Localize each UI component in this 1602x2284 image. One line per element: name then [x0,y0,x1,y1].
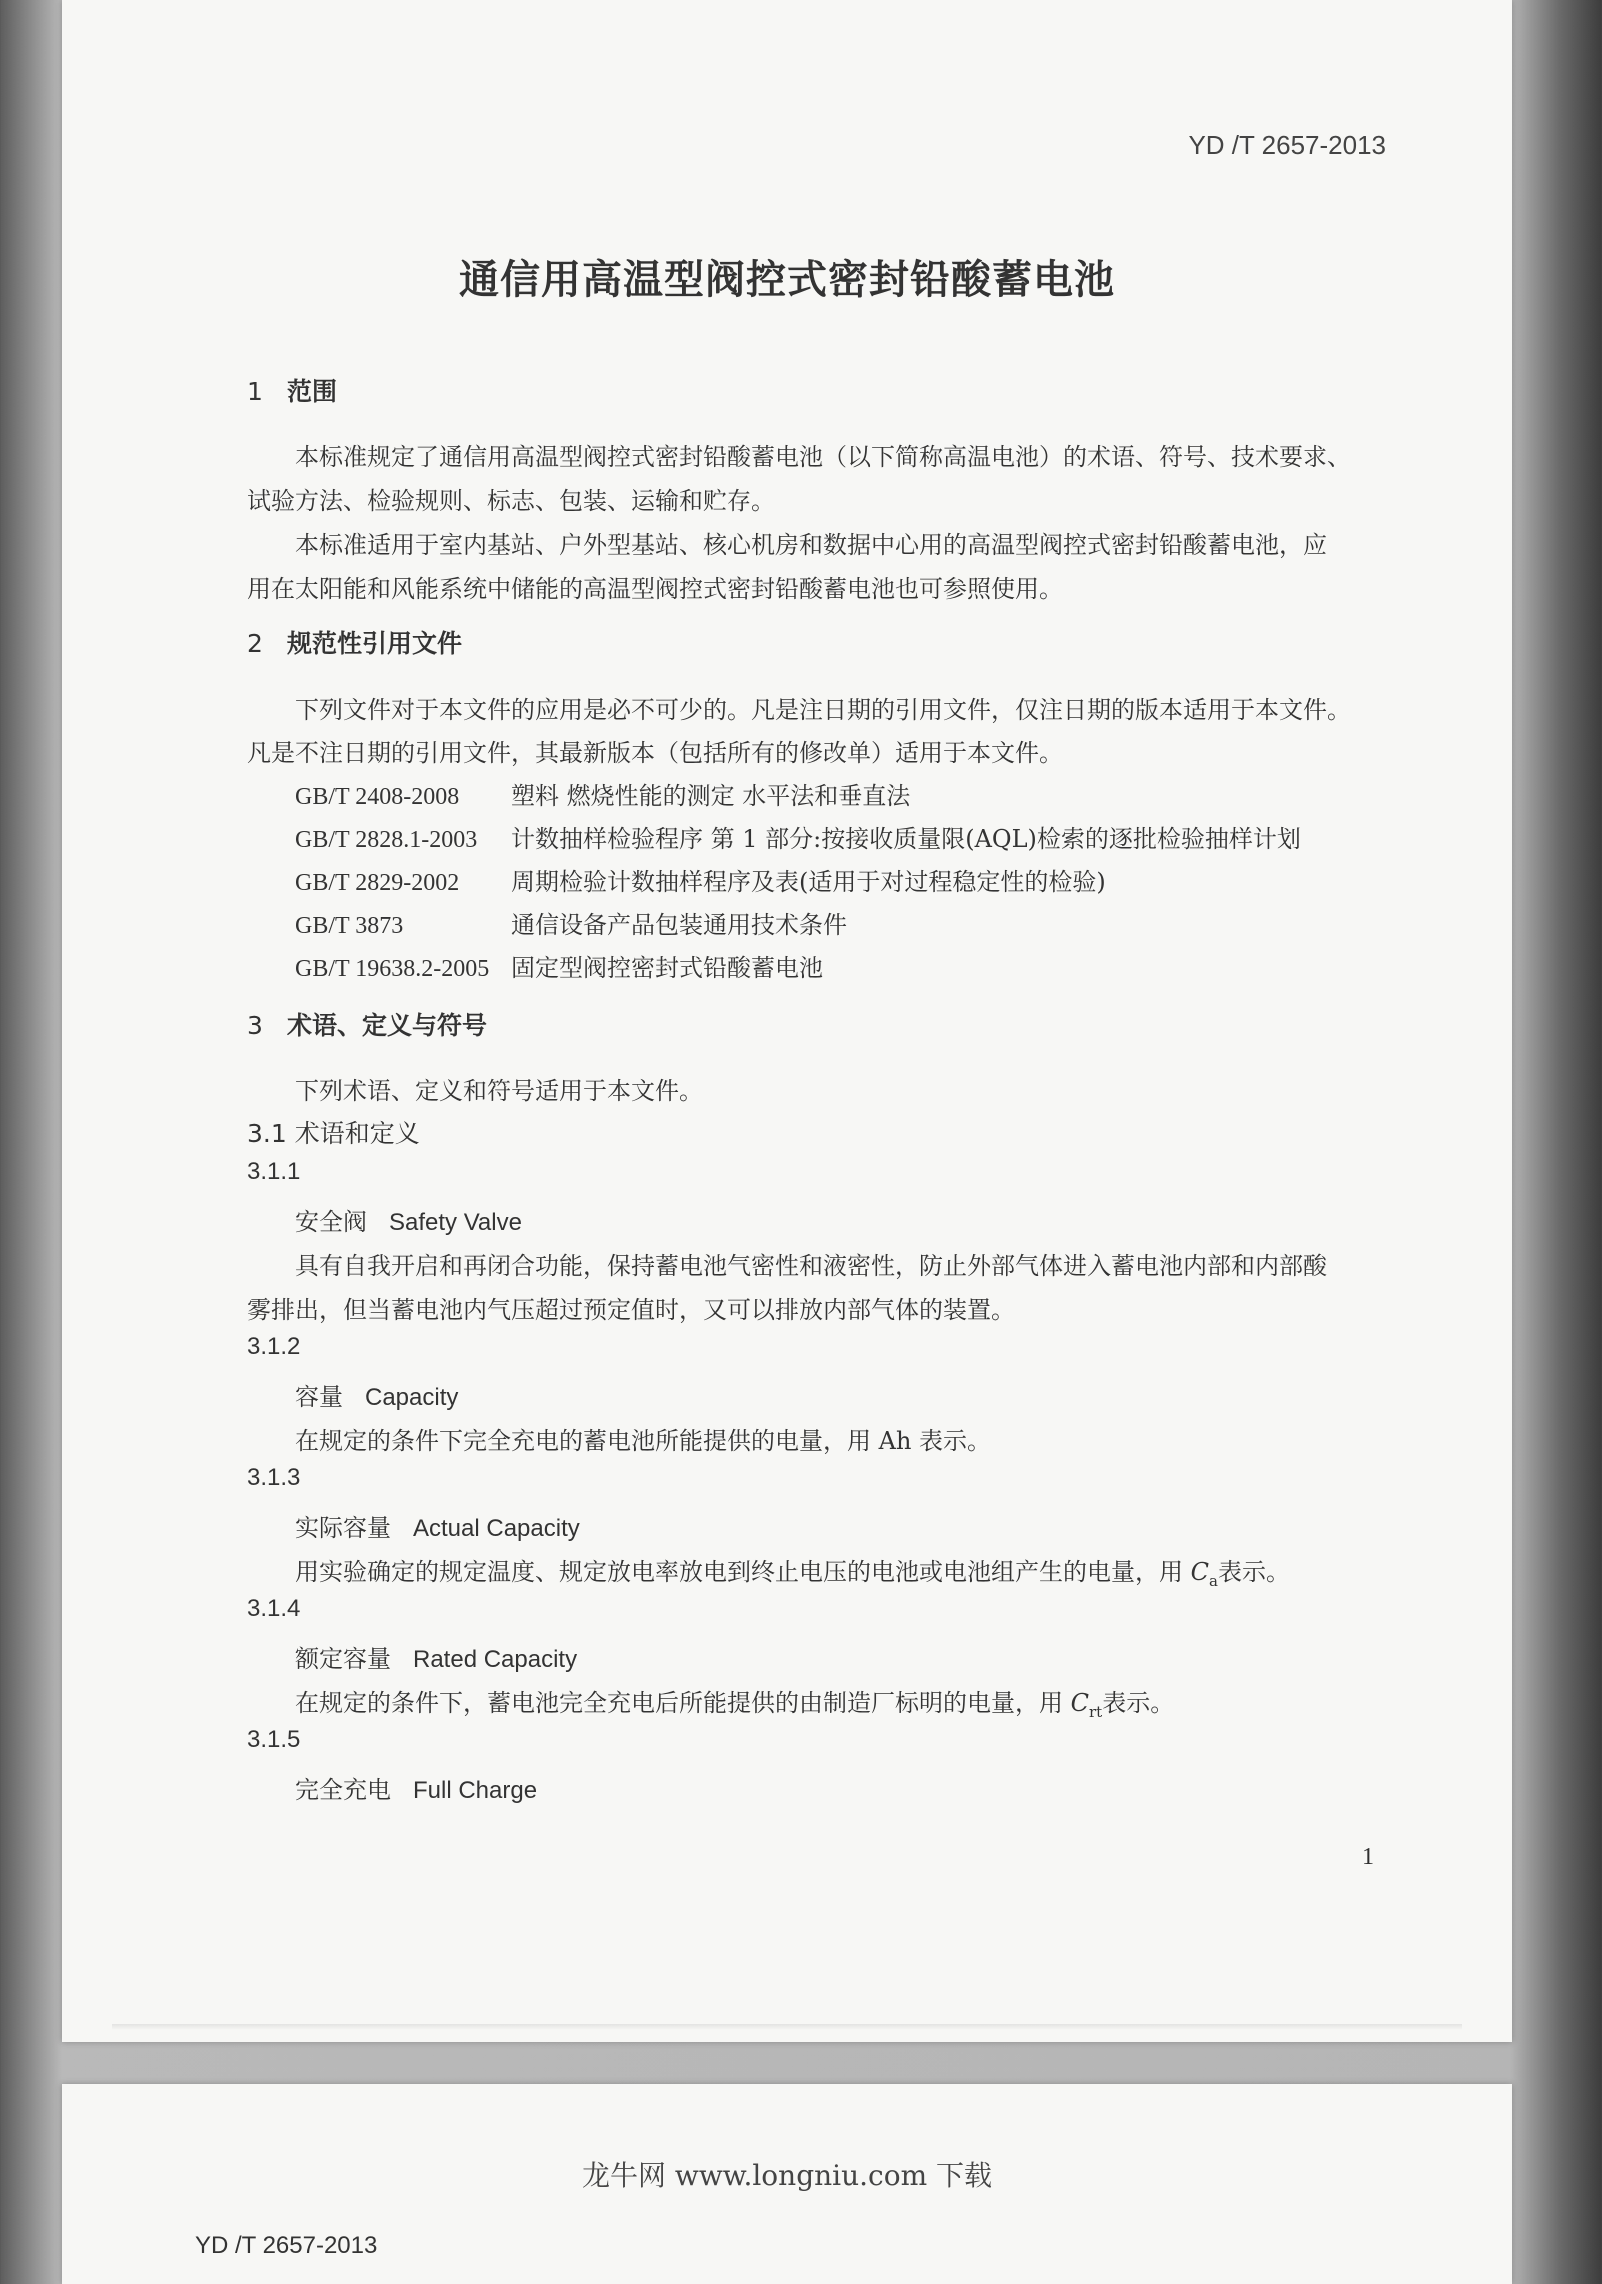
reference-title: 通信设备产品包装通用技术条件 [511,911,847,939]
section-number: 2 [247,629,263,658]
reference-item [295,905,847,940]
term-chinese: 实际容量 [295,1514,391,1542]
reference-item [295,776,910,811]
term-definition: 在规定的条件下完全充电的蓄电池所能提供的电量，用 Ah 表示。 [295,1427,992,1455]
term-definition: 具有自我开启和再闭合功能，保持蓄电池气密性和液密性，防止外部气体进入蓄电池内部和内部酸 [295,1252,1327,1280]
page-number: 1 [1362,1844,1374,1870]
definition-text: 表示。 [1217,1558,1290,1586]
term-number: 3.1.1 [247,1158,301,1185]
term-english: Full Charge [413,1777,538,1804]
section-title: 规范性引用文件 [287,629,463,658]
term-heading [295,1639,577,1674]
term-number: 3.1.2 [247,1333,301,1360]
term-definition [295,1683,1174,1721]
reference-title: 固定型阀控密封式铅酸蓄电池 [511,954,823,982]
reference-code: GB/T 2408-2008 [295,784,460,810]
section-title: 术语、定义与符号 [287,1011,488,1040]
subsection-heading [247,1114,420,1150]
standard-code-header: YD /T 2657-2013 [195,2232,378,2259]
reference-title: 周期检验计数抽样程序及表(适用于对过程稳定性的检验) [511,868,1106,896]
term-definition [295,1552,1290,1590]
term-definition: 雾排出，但当蓄电池内气压超过预定值时，又可以排放内部气体的装置。 [247,1296,1015,1324]
term-chinese: 容量 [295,1383,343,1411]
section-2-heading [247,624,462,660]
section-number: 3 [247,1011,263,1040]
paragraph-line: 试验方法、检验规则、标志、包装、运输和贮存。 [247,487,775,515]
term-heading [295,1770,537,1805]
paragraph-line: 下列文件对于本文件的应用是必不可少的。凡是注日期的引用文件，仅注日期的版本适用于本文件。 [295,696,1351,724]
paragraph-line: 本标准规定了通信用高温型阀控式密封铅酸蓄电池（以下简称高温电池）的术语、符号、技术要求、 [295,443,1351,471]
reference-code: GB/T 2829-2002 [295,870,460,896]
section-3-heading [247,1006,487,1042]
reference-code: GB/T 3873 [295,913,404,939]
document-page-1 [62,0,1512,2042]
watermark: 龙牛网 www.longniu.com 下载 [581,2159,993,2192]
standard-code-header: YD /T 2657-2013 [1188,130,1386,160]
reference-item [295,948,823,983]
definition-text: 表示。 [1102,1689,1175,1717]
term-chinese: 安全阀 [295,1208,367,1236]
term-english: Safety Valve [389,1209,522,1236]
definition-text: 在规定的条件下，蓄电池完全充电后所能提供的由制造厂标明的电量，用 [295,1689,1071,1717]
section-1-heading [247,372,337,408]
document-title: 通信用高温型阀控式密封铅酸蓄电池 [459,257,1115,303]
section-title: 范围 [287,377,338,406]
section-number: 1 [247,377,263,406]
term-english: Capacity [365,1384,459,1411]
term-heading [295,1377,458,1412]
term-english: Rated Capacity [413,1646,578,1673]
term-number: 3.1.3 [247,1464,301,1491]
term-number: 3.1.4 [247,1595,301,1622]
section-intro: 下列术语、定义和符号适用于本文件。 [295,1077,703,1105]
paragraph-line: 用在太阳能和风能系统中储能的高温型阀控式密封铅酸蓄电池也可参照使用。 [247,575,1063,603]
capacity-symbol: C [1190,1558,1210,1586]
reference-item [295,819,1301,854]
term-chinese: 完全充电 [295,1776,391,1804]
reference-title: 计数抽样检验程序 第 1 部分:按接收质量限(AQL)检索的逐批检验抽样计划 [511,825,1301,853]
reference-code: GB/T 19638.2-2005 [295,956,490,982]
paragraph-line: 本标准适用于室内基站、户外型基站、核心机房和数据中心用的高温型阀控式密封铅酸蓄电池，应 [295,531,1327,559]
reference-item [295,862,1106,897]
subsection-title: 术语和定义 [294,1119,420,1148]
capacity-subscript: a [1209,1571,1218,1590]
subsection-number: 3.1 [247,1119,287,1148]
paragraph-line: 凡是不注日期的引用文件，其最新版本（包括所有的修改单）适用于本文件。 [247,739,1063,767]
document-page-2 [62,2084,1512,2284]
term-chinese: 额定容量 [295,1645,391,1673]
page-edge-shadow [112,2024,1462,2030]
definition-text: 用实验确定的规定温度、规定放电率放电到终止电压的电池或电池组产生的电量，用 [295,1558,1191,1586]
term-heading [295,1508,580,1543]
capacity-symbol: C [1070,1689,1090,1717]
reference-title: 塑料 燃烧性能的测定 水平法和垂直法 [511,782,911,810]
term-heading [295,1202,522,1237]
reference-code: GB/T 2828.1-2003 [295,827,478,853]
term-english: Actual Capacity [413,1515,580,1542]
capacity-subscript: rt [1089,1702,1103,1721]
term-number: 3.1.5 [247,1726,301,1753]
